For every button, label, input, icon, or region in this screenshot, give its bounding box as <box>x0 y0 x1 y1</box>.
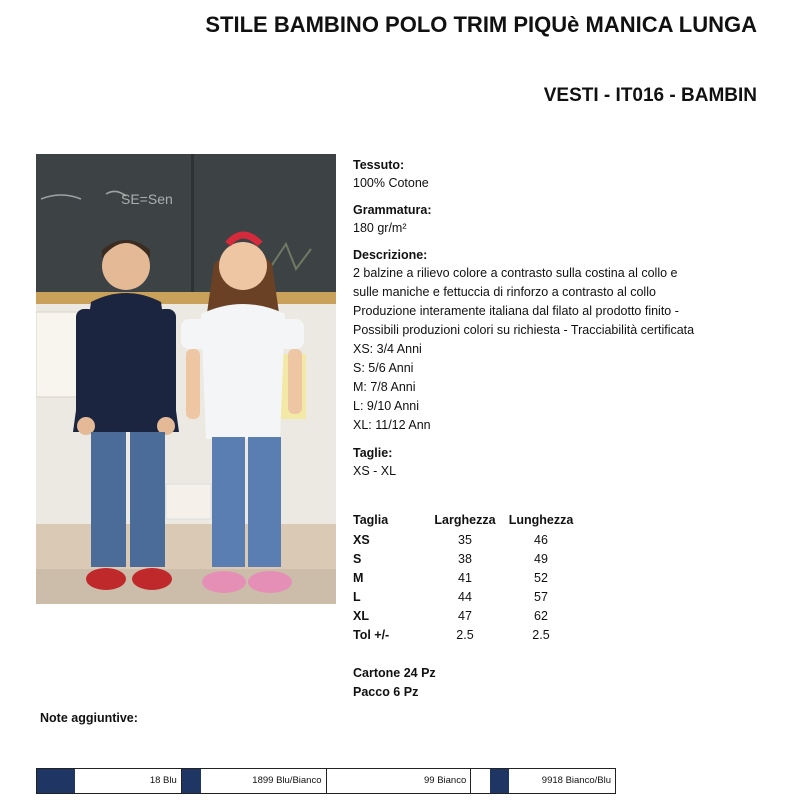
color-swatch <box>471 769 509 793</box>
product-title: STILE BAMBINO POLO TRIM PIQUè MANICA LUNGA <box>205 12 757 37</box>
size-cell: M <box>353 570 364 585</box>
description-line: L: 9/10 Anni <box>353 399 420 413</box>
color-label: 1899 Blu/Bianco <box>252 775 322 786</box>
fabric-block <box>353 156 753 192</box>
header-width: Larghezza <box>434 513 496 527</box>
color-swatch <box>37 769 75 793</box>
sizes-block <box>353 444 753 480</box>
length-cell: 46 <box>534 532 548 547</box>
width-cell: 38 <box>458 551 472 566</box>
color-swatch <box>327 769 365 793</box>
chalk-writing: SE=Sen <box>121 191 173 207</box>
width-cell: 44 <box>458 589 472 604</box>
description-line: Possibili produzioni colori su richiesta - Tracciabilità certificata <box>353 323 695 337</box>
description-line: 2 balzine a rilievo colore a contrasto sulla costina al collo e <box>353 266 678 280</box>
product-code: VESTI - IT016 - BAMBIN <box>543 85 757 106</box>
product-photo <box>36 154 336 604</box>
carton-quantity: Cartone 24 Pz <box>353 666 436 680</box>
pack-quantity: Pacco 6 Pz <box>353 685 419 699</box>
size-table <box>353 510 579 644</box>
length-cell: 49 <box>534 551 548 566</box>
description-line: M: 7/8 Anni <box>353 380 416 394</box>
width-cell: 35 <box>458 532 472 547</box>
specifications <box>353 156 753 489</box>
size-cell: XL <box>353 608 369 623</box>
table-row <box>353 530 579 549</box>
size-table-header <box>353 510 579 530</box>
packing-info <box>353 664 436 702</box>
table-row <box>353 625 579 644</box>
size-cell: Tol +/- <box>353 627 390 642</box>
description-line: sulle maniche e fettuccia di rinforzo a contrasto al collo <box>353 285 656 299</box>
color-label: 99 Bianco <box>423 775 467 786</box>
color-option <box>182 769 327 793</box>
color-label: 18 Blu <box>149 775 177 786</box>
sizes-label: Taglie: <box>353 446 393 460</box>
width-cell: 47 <box>458 608 472 623</box>
header-size: Taglia <box>353 513 389 527</box>
color-strip <box>36 768 616 794</box>
length-cell: 57 <box>534 589 548 604</box>
description-label: Descrizione: <box>353 248 428 262</box>
size-cell: S <box>353 551 362 566</box>
fabric-value: 100% Cotone <box>353 176 429 190</box>
length-cell: 62 <box>534 608 548 623</box>
weight-block <box>353 201 753 237</box>
color-option <box>37 769 182 793</box>
weight-label: Grammatura: <box>353 203 432 217</box>
description-line: XS: 3/4 Anni <box>353 342 422 356</box>
table-row <box>353 606 579 625</box>
description-block <box>353 246 753 435</box>
width-cell: 2.5 <box>456 627 474 642</box>
length-cell: 2.5 <box>532 627 550 642</box>
table-row <box>353 587 579 606</box>
color-swatch <box>182 769 220 793</box>
children-photo-illustration <box>36 154 336 604</box>
length-cell: 52 <box>534 570 548 585</box>
description-line: Produzione interamente italiana dal filato al prodotto finito - <box>353 304 679 318</box>
color-option <box>327 769 472 793</box>
table-row <box>353 568 579 587</box>
color-option <box>471 769 615 793</box>
color-label: 9918 Bianco/Blu <box>541 775 611 786</box>
weight-value: 180 gr/m² <box>353 221 407 235</box>
notes-label: Note aggiuntive: <box>40 711 138 725</box>
description-line: XL: 11/12 Ann <box>353 418 431 432</box>
header-length: Lunghezza <box>508 513 574 527</box>
fabric-label: Tessuto: <box>353 158 405 172</box>
description-line: S: 5/6 Anni <box>353 361 414 375</box>
size-cell: XS <box>353 532 370 547</box>
table-row <box>353 549 579 568</box>
sizes-value: XS - XL <box>353 464 397 478</box>
size-cell: L <box>353 589 361 604</box>
width-cell: 41 <box>458 570 472 585</box>
